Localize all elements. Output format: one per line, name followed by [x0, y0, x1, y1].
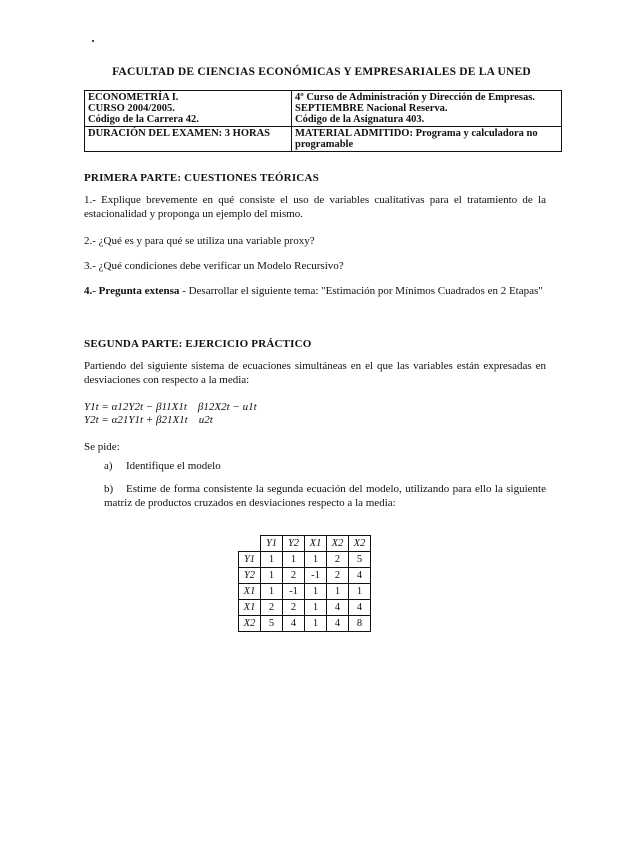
matrix-cell: -1	[283, 584, 305, 600]
item-b-label: b)	[104, 483, 114, 495]
question-2: 2.- ¿Qué es y para qué se utiliza una variable proxy?	[84, 235, 315, 247]
part1-title: PRIMERA PARTE: CUESTIONES TEÓRICAS	[84, 172, 319, 184]
question-3: 3.- ¿Qué condiciones debe verificar un Modelo Recursivo?	[84, 260, 344, 272]
matrix-row	[239, 584, 371, 600]
matrix-cell: 5	[261, 616, 283, 632]
matrix-cell: 1	[305, 600, 327, 616]
exam-session: SEPTIEMBRE Nacional Reserva.	[295, 103, 448, 114]
matrix-cell: 2	[283, 600, 305, 616]
matrix-row-label: Y1	[239, 552, 261, 568]
matrix-cell: 1	[261, 552, 283, 568]
item-b-text: Estime de forma consistente la segunda ecuación del modelo, utilizando para ello la siguiente matriz de productos cruzados en desviaciones respecto a la media:	[104, 483, 546, 509]
matrix-cell: 2	[327, 552, 349, 568]
matrix-cell: 8	[349, 616, 371, 632]
question-4-text: - Desarrollar el siguiente tema: "Estimación por Mínimos Cuadrados en 2 Etapas"	[179, 285, 543, 297]
part2-title: SEGUNDA PARTE: EJERCICIO PRÁCTICO	[84, 338, 312, 350]
matrix-cell: 1	[305, 584, 327, 600]
matrix-row-label: X1	[239, 600, 261, 616]
exam-duration: DURACIÓN DEL EXAMEN: 3 HORAS	[85, 127, 292, 152]
equation-1: Y1t = α12Y2t − β11X1t β12X2t − u1t	[84, 401, 257, 413]
matrix-col-header: Y2	[283, 536, 305, 552]
matrix-col-header: Y1	[261, 536, 283, 552]
matrix-cell: 1	[305, 552, 327, 568]
item-b	[104, 482, 546, 510]
matrix-row-label: X1	[239, 584, 261, 600]
matrix-row-label: X2	[239, 616, 261, 632]
matrix-cell: 1	[261, 584, 283, 600]
matrix-cell: 1	[305, 616, 327, 632]
matrix-row	[239, 568, 371, 584]
course-info-cell	[85, 91, 292, 127]
item-a	[104, 459, 546, 473]
matrix-cell: 4	[349, 600, 371, 616]
matrix-cell: 2	[283, 568, 305, 584]
equation-system	[84, 401, 257, 427]
matrix-cell: 5	[349, 552, 371, 568]
se-pide-label: Se pide:	[84, 441, 120, 453]
matrix-cell: 1	[283, 552, 305, 568]
item-a-label: a)	[104, 460, 113, 472]
faculty-title: FACULTAD DE CIENCIAS ECONÓMICAS Y EMPRESARIALES DE LA UNED	[112, 66, 531, 78]
item-a-text: Identifique el modelo	[126, 460, 221, 472]
matrix-cell: 2	[261, 600, 283, 616]
matrix-cell: 2	[327, 568, 349, 584]
matrix-row	[239, 616, 371, 632]
matrix-cell: 1	[349, 584, 371, 600]
matrix-cell: -1	[305, 568, 327, 584]
matrix-header-row	[239, 536, 371, 552]
matrix-col-header: X1	[305, 536, 327, 552]
matrix-cell: 4	[349, 568, 371, 584]
matrix-col-header: X2	[349, 536, 371, 552]
matrix-row	[239, 552, 371, 568]
matrix-row-label: Y2	[239, 568, 261, 584]
matrix-cell: 4	[283, 616, 305, 632]
course-name: ECONOMETRÍA I.	[88, 92, 179, 103]
allowed-material: MATERIAL ADMITIDO: Programa y calculadora no programable	[292, 127, 562, 152]
exercise-intro: Partiendo del siguiente sistema de ecuaciones simultáneas en el que las variables están expresadas en desviaciones con respecto a la media:	[84, 360, 546, 386]
exam-header-table	[84, 90, 562, 152]
course-year: CURSO 2004/2005.	[88, 103, 175, 114]
degree-info-cell	[292, 91, 562, 127]
matrix-cell: 4	[327, 616, 349, 632]
subject-code: Código de la Asignatura 403.	[295, 114, 425, 125]
matrix-cell: 1	[261, 568, 283, 584]
matrix-row	[239, 600, 371, 616]
question-4-label: 4.- Pregunta extensa	[84, 285, 180, 297]
matrix-cell: 1	[327, 584, 349, 600]
matrix-cell: 4	[327, 600, 349, 616]
matrix-col-header: X2	[327, 536, 349, 552]
equation-2: Y2t = α21Y1t + β21X1t u2t	[84, 414, 213, 426]
degree-name: 4º Curso de Administración y Dirección de Empresas.	[295, 92, 535, 103]
question-1: 1.- Explique brevemente en qué consiste el uso de variables cualitativas para el tratamiento de la estacionalidad y proponga un ejemplo del mismo.	[84, 194, 546, 220]
career-code: Código de la Carrera 42.	[88, 114, 199, 125]
matrix-corner	[239, 536, 261, 552]
question-4	[84, 284, 546, 298]
cross-products-matrix	[238, 535, 371, 632]
scan-mark	[92, 40, 94, 42]
